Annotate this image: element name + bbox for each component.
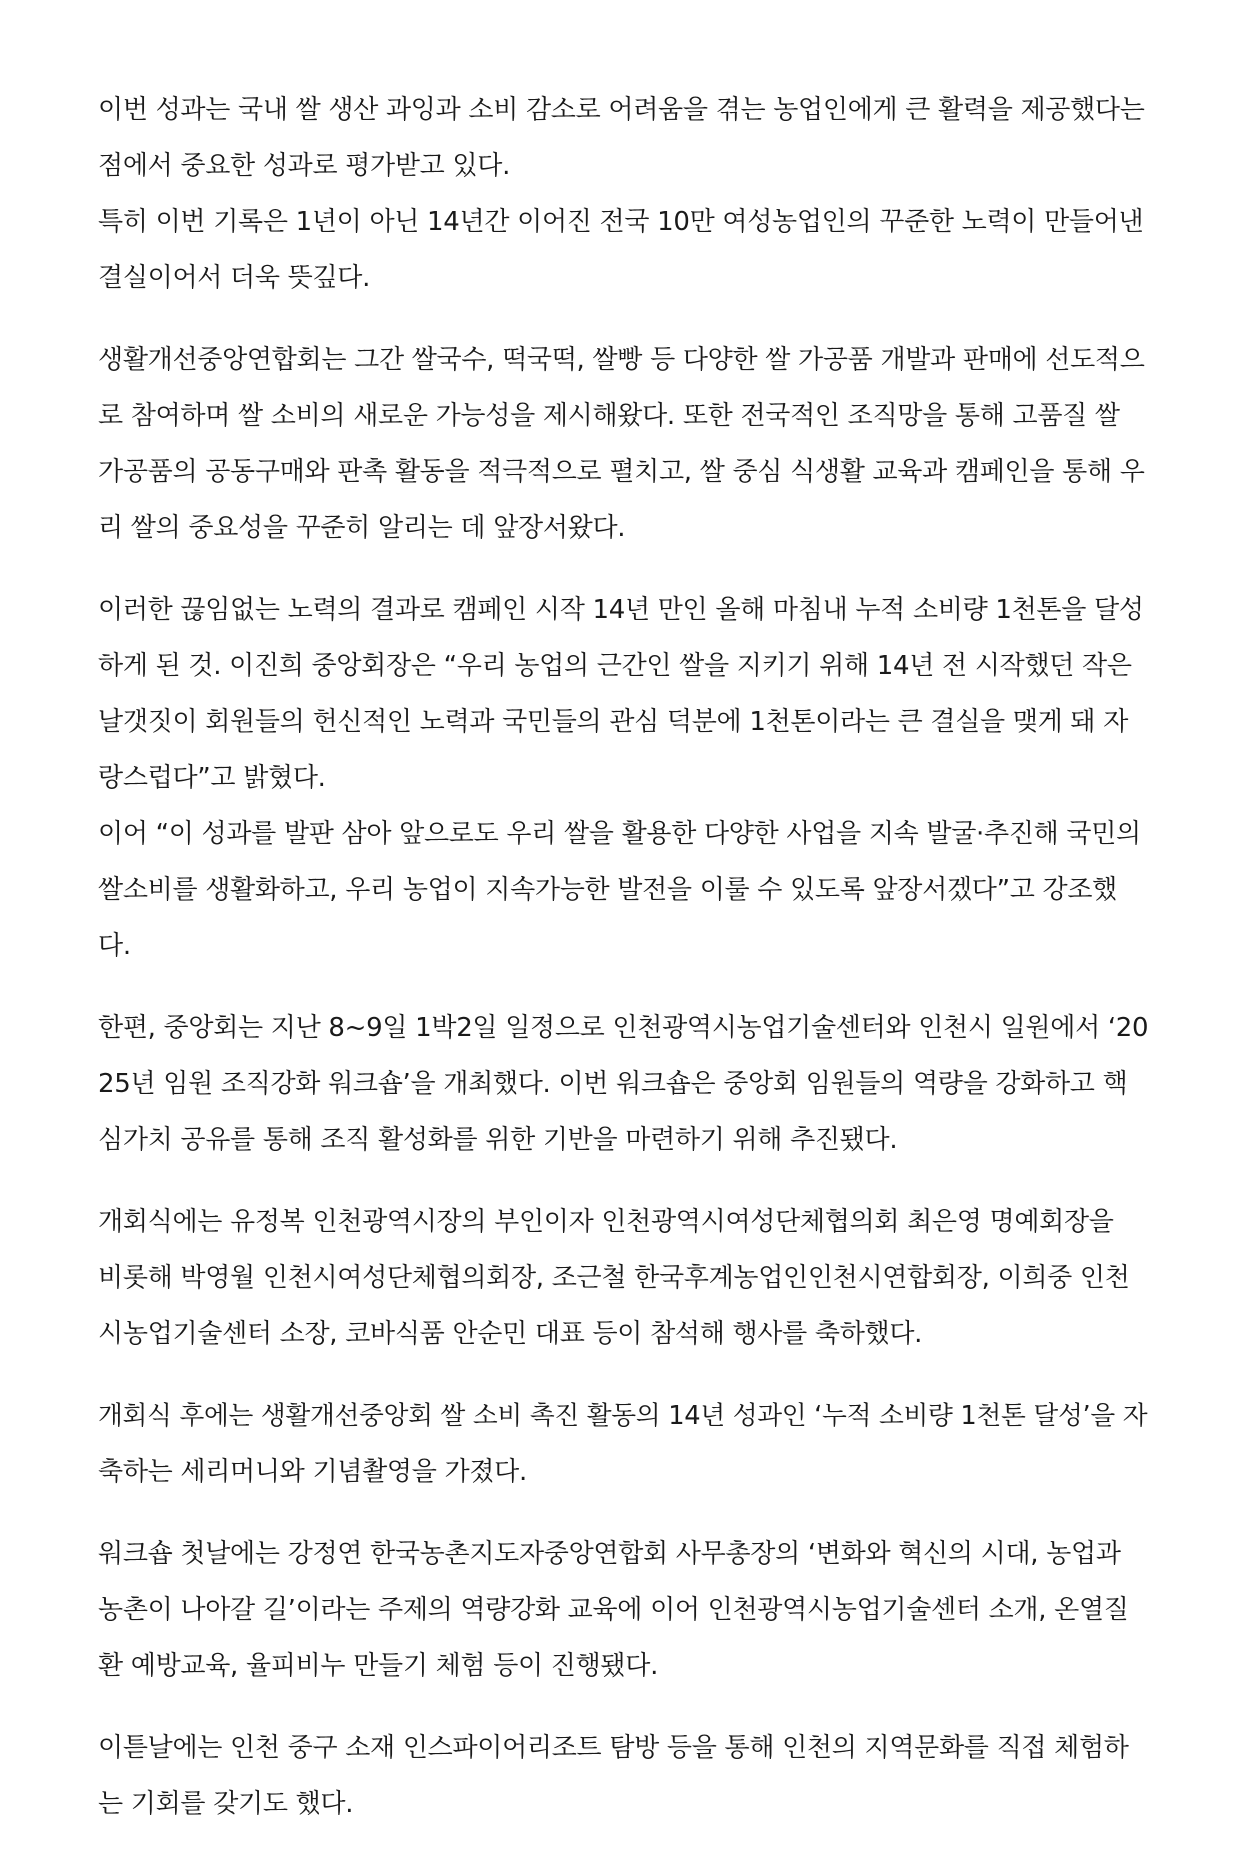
paragraph-1 <box>98 82 1148 306</box>
text-line: 다. <box>98 931 131 961</box>
text-line: 결실이어서 더욱 뜻깊다. <box>98 263 371 293</box>
text-line: 워크숍 첫날에는 강정연 한국농촌지도자중앙연합회 사무총장의 ‘변화와 혁신의 시대, 농업과 <box>98 1539 1121 1569</box>
text-line: 개회식에는 유정복 인천광역시장의 부인이자 인천광역시여성단체협의회 최은영 명예회장을 <box>98 1207 1114 1237</box>
text-line: 하게 된 것. 이진희 중앙회장은 “우리 농업의 근간인 쌀을 지키기 위해 14년 전 시작했던 작은 <box>98 651 1132 681</box>
text-line: 시농업기술센터 소장, 코바식품 안순민 대표 등이 참석해 행사를 축하했다. <box>98 1319 923 1349</box>
paragraph-5 <box>98 1194 1148 1362</box>
text-line: 날갯짓이 회원들의 헌신적인 노력과 국민들의 관심 덕분에 1천톤이라는 큰 결실을 맺게 돼 자 <box>98 707 1129 737</box>
text-line: 로 참여하며 쌀 소비의 새로운 가능성을 제시해왔다. 또한 전국적인 조직망을 통해 고품질 쌀 <box>98 401 1120 431</box>
text-line: 25년 임원 조직강화 워크숍’을 개최했다. 이번 워크숍은 중앙회 임원들의 역량을 강화하고 핵 <box>98 1069 1128 1099</box>
paragraph-6 <box>98 1388 1148 1500</box>
paragraph-3 <box>98 582 1148 974</box>
text-line: 리 쌀의 중요성을 꾸준히 알리는 데 앞장서왔다. <box>98 513 626 543</box>
text-line: 심가치 공유를 통해 조직 활성화를 위한 기반을 마련하기 위해 추진됐다. <box>98 1125 898 1155</box>
text-line: 랑스럽다”고 밝혔다. <box>98 763 326 793</box>
text-line: 특히 이번 기록은 1년이 아닌 14년간 이어진 전국 10만 여성농업인의 꾸준한 노력이 만들어낸 <box>98 207 1144 237</box>
text-line: 점에서 중요한 성과로 평가받고 있다. <box>98 151 511 181</box>
text-line: 농촌이 나아갈 길’이라는 주제의 역량강화 교육에 이어 인천광역시농업기술센터 소개, 온열질 <box>98 1595 1129 1625</box>
text-line: 환 예방교육, 율피비누 만들기 체험 등이 진행됐다. <box>98 1651 659 1681</box>
paragraph-8 <box>98 1720 1148 1832</box>
text-line: 비롯해 박영월 인천시여성단체협의회장, 조근철 한국후계농업인인천시연합회장, 이희중 인천 <box>98 1263 1130 1293</box>
text-line: 쌀소비를 생활화하고, 우리 농업이 지속가능한 발전을 이룰 수 있도록 앞장서겠다”고 강조했 <box>98 875 1117 905</box>
text-line: 가공품의 공동구매와 판촉 활동을 적극적으로 펼치고, 쌀 중심 식생활 교육과 캠페인을 통해 우 <box>98 457 1145 487</box>
text-line: 한편, 중앙회는 지난 8~9일 1박2일 일정으로 인천광역시농업기술센터와 인천시 일원에서 ‘20 <box>98 1013 1149 1043</box>
text-line: 이튿날에는 인천 중구 소재 인스파이어리조트 탐방 등을 통해 인천의 지역문화를 직접 체험하 <box>98 1733 1129 1763</box>
article-body <box>98 82 1148 1858</box>
text-line: 축하는 세리머니와 기념촬영을 가졌다. <box>98 1457 527 1487</box>
text-line: 생활개선중앙연합회는 그간 쌀국수, 떡국떡, 쌀빵 등 다양한 쌀 가공품 개발과 판매에 선도적으 <box>98 345 1145 375</box>
text-line: 이러한 끊임없는 노력의 결과로 캠페인 시작 14년 만인 올해 마침내 누적 소비량 1천톤을 달성 <box>98 595 1144 625</box>
text-line: 이어 “이 성과를 발판 삼아 앞으로도 우리 쌀을 활용한 다양한 사업을 지속 발굴·추진해 국민의 <box>98 819 1141 849</box>
paragraph-7 <box>98 1526 1148 1694</box>
paragraph-4 <box>98 1000 1148 1168</box>
text-line: 이번 성과는 국내 쌀 생산 과잉과 소비 감소로 어려움을 겪는 농업인에게 큰 활력을 제공했다는 <box>98 95 1145 125</box>
text-line: 는 기회를 갖기도 했다. <box>98 1789 354 1819</box>
text-line: 개회식 후에는 생활개선중앙회 쌀 소비 촉진 활동의 14년 성과인 ‘누적 소비량 1천톤 달성’을 자 <box>98 1401 1148 1431</box>
paragraph-2 <box>98 332 1148 556</box>
